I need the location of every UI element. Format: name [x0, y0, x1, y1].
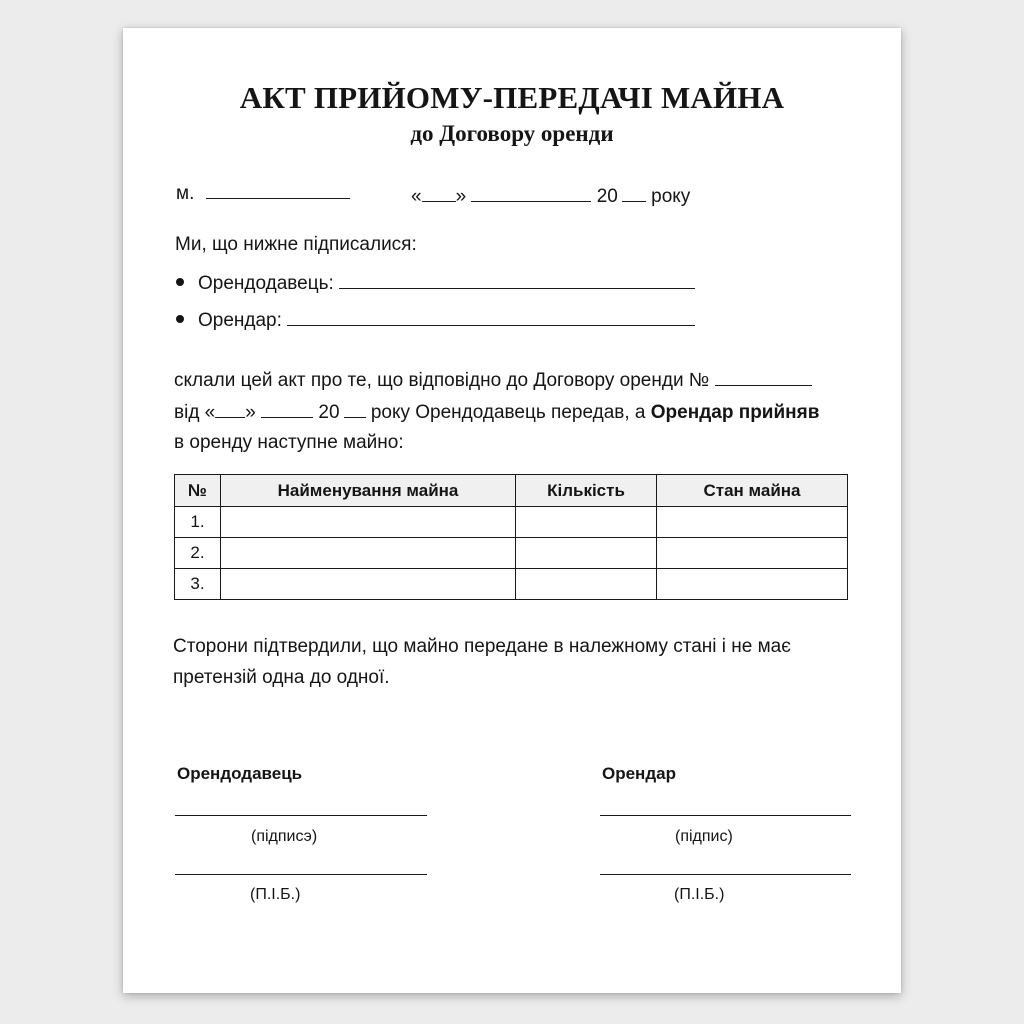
row-number: 1. — [175, 507, 221, 538]
lessor-name-line — [175, 874, 427, 875]
document-sheet — [123, 28, 901, 993]
item-condition-cell — [657, 507, 848, 538]
table-row — [175, 507, 848, 538]
lessor-signature-label: Орендодавець — [177, 764, 303, 783]
contract-month-blank — [261, 401, 313, 418]
contract-number-blank — [715, 369, 812, 386]
lessor-line — [176, 272, 695, 295]
day-blank — [422, 185, 456, 202]
lessor-signature-line — [175, 815, 427, 816]
lessor-blank — [339, 272, 695, 289]
place-blank — [206, 182, 350, 199]
item-name-cell — [221, 569, 516, 600]
lessee-label: Орендар: — [198, 310, 282, 331]
lessee-name-line — [600, 874, 851, 875]
item-quantity-cell — [516, 507, 657, 538]
property-table — [174, 474, 848, 600]
item-name-cell — [221, 507, 516, 538]
confirm-line-1: Сторони підтвердили, що майно передане в належному стані і не має — [173, 636, 791, 657]
lessee-name-caption: (П.І.Б.) — [674, 886, 725, 903]
item-name-cell — [221, 538, 516, 569]
lessor-name-caption: (П.І.Б.) — [250, 886, 301, 903]
bullet-icon — [176, 278, 184, 286]
row-number: 3. — [175, 569, 221, 600]
contract-day-blank — [215, 401, 245, 418]
year-prefix: 20 — [596, 186, 618, 207]
confirm-line-2: претензій одна до одної. — [173, 667, 390, 688]
header-quantity: Кількість — [516, 475, 657, 507]
row-number: 2. — [175, 538, 221, 569]
lessee-signature-caption: (підпис) — [675, 828, 733, 845]
lessee-signature-label: Орендар — [602, 764, 676, 783]
body-text-2-mid: » — [245, 402, 256, 423]
body-line-3: в оренду наступне майно: — [174, 432, 404, 453]
body-line-1 — [174, 369, 812, 392]
date-close-quote: » — [455, 186, 467, 207]
year-suffix: року — [651, 186, 691, 207]
body-text-2: року Орендодавець передав, а — [370, 402, 646, 423]
place-line — [176, 182, 350, 205]
lessee-blank — [287, 309, 695, 326]
header-condition: Стан майна — [657, 475, 848, 507]
lessor-label: Орендодавець: — [198, 273, 334, 294]
document-subtitle: до Договору оренди — [410, 121, 614, 146]
body-line-2 — [174, 401, 819, 424]
intro-text: Ми, що нижне підписалися: — [175, 234, 417, 255]
body-text-2-prefix: від « — [174, 402, 216, 423]
date-line — [411, 185, 690, 208]
body-text-1: склали цей акт про те, що відповідно до Договору оренди № — [174, 370, 710, 391]
header-number: № — [175, 475, 221, 507]
lessee-line — [176, 309, 695, 332]
item-quantity-cell — [516, 538, 657, 569]
date-open-quote: « — [411, 186, 422, 207]
year-blank — [622, 185, 646, 202]
lessor-signature-caption: (підписэ) — [251, 828, 318, 845]
item-condition-cell — [657, 569, 848, 600]
body-text-2-bold: Орендар прийняв — [650, 402, 820, 423]
month-blank — [471, 185, 591, 202]
document-title: АКТ ПРИЙОМУ-ПЕРЕДАЧІ МАЙНА — [239, 80, 785, 115]
table-row — [175, 538, 848, 569]
body-text-2-year: 20 — [318, 402, 340, 423]
contract-year-blank — [344, 401, 366, 418]
item-quantity-cell — [516, 569, 657, 600]
place-prefix: м. — [176, 183, 195, 204]
table-header-row — [175, 475, 848, 507]
lessee-signature-line — [600, 815, 851, 816]
header-name: Найменування майна — [221, 475, 516, 507]
bullet-icon — [176, 315, 184, 323]
table-row — [175, 569, 848, 600]
item-condition-cell — [657, 538, 848, 569]
